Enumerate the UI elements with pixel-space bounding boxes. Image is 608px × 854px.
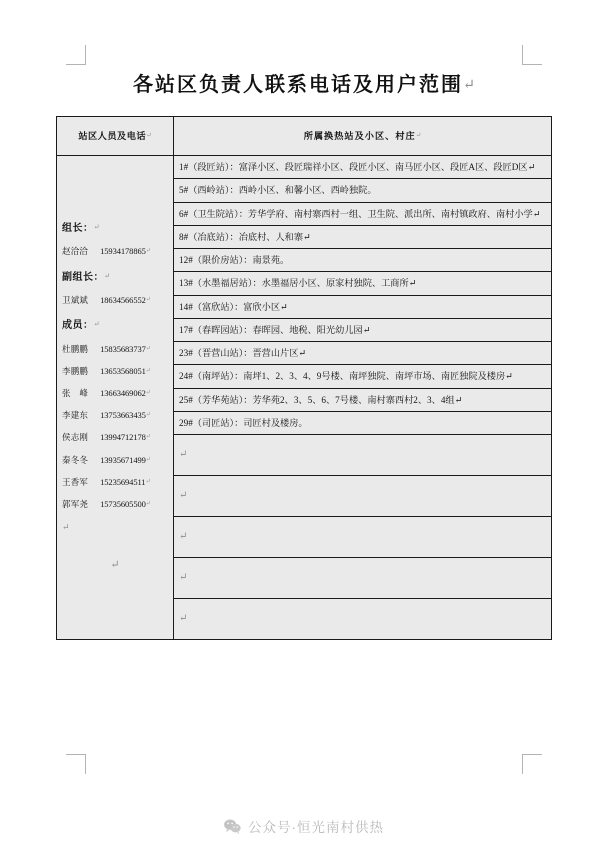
crop-mark-top-right <box>522 45 542 65</box>
person-phone: 13935671499 <box>100 454 146 465</box>
station-row-10: 25#（芳华苑站）：芳华苑2、3、5、6、7号楼、南村寨西村2、3、4组↵ <box>174 388 552 411</box>
title-pilcrow-mark: ↵ <box>462 77 476 93</box>
footer-text: 公众号·恒光南村供热 <box>248 820 384 835</box>
station-row-1: 5#（西岭站）：西岭小区、和馨小区、西岭独院。 <box>174 179 552 202</box>
person-entry-leader-0 <box>62 245 168 258</box>
person-pilcrow: ↵ <box>145 500 151 507</box>
footer-watermark <box>0 816 608 836</box>
station-row-5: 13#（水墨福居站）：水墨福居小区、原家村独院、工商所↵ <box>174 272 552 295</box>
person-phone: 15934178865 <box>100 246 146 257</box>
contacts-table <box>56 116 552 640</box>
person-phone: 18634566552 <box>100 295 146 306</box>
person-phone: 13653568051 <box>100 365 146 376</box>
person-pilcrow: ↵ <box>145 345 151 352</box>
person-entry-deputy-0 <box>62 294 168 307</box>
person-phone: 15835683737 <box>100 343 146 354</box>
person-pilcrow: ↵ <box>145 412 151 419</box>
person-entry-member-7 <box>62 498 168 511</box>
role-label-members: 成员：↵ <box>62 320 100 332</box>
person-phone: 13663469062 <box>100 388 146 399</box>
person-name: 侯志刚 <box>62 432 89 443</box>
empty-row-3: ↵ <box>174 558 552 599</box>
person-pilcrow: ↵ <box>145 456 151 463</box>
empty-row-2: ↵ <box>174 517 552 558</box>
column-header-stations: 所属换热站及小区、村庄↵ <box>174 117 552 156</box>
empty-row-4: ↵ <box>174 599 552 640</box>
person-pilcrow: ↵ <box>145 478 151 485</box>
person-pilcrow: ↵ <box>145 367 151 374</box>
role-label-leader: 组长：↵ <box>62 222 100 234</box>
empty-row-0: ↵ <box>174 435 552 476</box>
page-title <box>0 68 608 97</box>
person-entry-member-6 <box>62 476 168 489</box>
crop-mark-bottom-left <box>66 754 86 774</box>
personnel-cell-trailing-mark: ↵ <box>62 522 70 533</box>
person-name: 秦冬冬 <box>62 454 89 465</box>
contacts-table-body <box>57 117 552 640</box>
person-phone: 15235694511 <box>100 476 146 487</box>
table-body-row <box>57 156 552 179</box>
station-row-11: 29#（司匠站）：司匠村及楼房。 <box>174 411 552 434</box>
members-label-pilcrow: ↵ <box>93 320 100 329</box>
person-phone: 13753663435 <box>100 410 146 421</box>
person-entry-member-0 <box>62 343 168 356</box>
personnel-cell-center-mark: ↵ <box>110 559 120 572</box>
role-label-deputy: 副组长：↵ <box>62 271 111 283</box>
deputy-label-pilcrow: ↵ <box>104 271 111 280</box>
table-header-row <box>57 117 552 156</box>
person-phone: 15735605500 <box>100 498 146 509</box>
column-header-personnel: 站区人员及电话↵ <box>57 117 174 156</box>
person-entry-member-1 <box>62 365 168 378</box>
station-row-6: 14#（富欣站）：富欣小区↵ <box>174 295 552 318</box>
person-name: 王香军 <box>62 476 89 487</box>
person-entry-member-4 <box>62 431 168 444</box>
page-title-text: 各站区负责人联系电话及用户范围 <box>132 74 463 96</box>
person-name: 郭军尧 <box>62 498 89 509</box>
header-left-pilcrow: ↵ <box>146 131 152 139</box>
station-row-4: 12#（限价房站）：南景苑。 <box>174 249 552 272</box>
person-phone: 13994712178 <box>100 432 146 443</box>
person-name: 李建东 <box>62 410 89 421</box>
person-pilcrow: ↵ <box>145 248 151 255</box>
person-name: 赵洽洽 <box>62 246 89 257</box>
person-pilcrow: ↵ <box>145 434 151 441</box>
station-row-8: 23#（晋营山站）：晋营山片区↵ <box>174 342 552 365</box>
person-entry-member-3 <box>62 409 168 422</box>
leader-label-pilcrow: ↵ <box>93 222 100 231</box>
station-row-2: 6#（卫生院站）：芳华学府、南村寨西村一组、卫生院、派出所、南村镇政府、南村小学↵ <box>174 202 552 225</box>
crop-mark-bottom-right <box>522 754 542 774</box>
crop-mark-top-left <box>66 45 86 65</box>
wechat-icon <box>224 819 241 834</box>
person-pilcrow: ↵ <box>145 390 151 397</box>
person-name: 杜鹏鹏 <box>62 343 89 354</box>
personnel-cell <box>57 156 174 640</box>
person-entry-member-5 <box>62 454 168 467</box>
station-row-9: 24#（南坪站）：南坪1、2、3、4、9号楼、南坪独院、南坪市场、南匠独院及楼房↵ <box>174 365 552 388</box>
empty-row-1: ↵ <box>174 476 552 517</box>
person-entry-member-2 <box>62 387 168 400</box>
person-name: 张 峰 <box>62 388 89 399</box>
station-row-3: 8#（冶底站）：冶底村、人和寨↵ <box>174 225 552 248</box>
person-pilcrow: ↵ <box>145 297 151 304</box>
header-right-pilcrow: ↵ <box>415 131 422 139</box>
person-name: 李鹏鹏 <box>62 365 89 376</box>
person-name: 卫斌斌 <box>62 295 89 306</box>
contacts-table-wrapper <box>56 116 552 640</box>
station-row-0: 1#（段匠站）：富泽小区、段匠瑞祥小区、段匠小区、南马匠小区、段匠A区、段匠D区↵ <box>174 156 552 179</box>
station-row-7: 17#（春晖园站）：春晖园、地税、阳光幼儿园↵ <box>174 318 552 341</box>
